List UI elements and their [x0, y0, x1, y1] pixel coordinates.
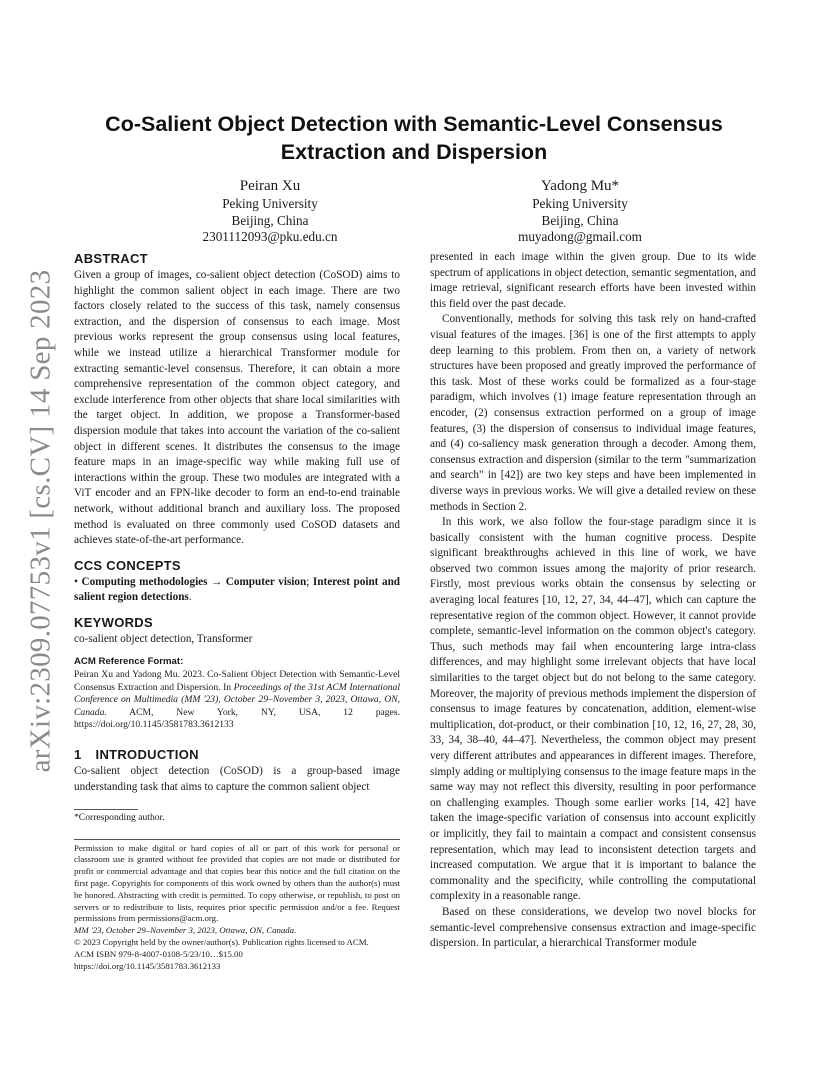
section-title: INTRODUCTION	[95, 746, 199, 762]
introduction-paragraph-1-continued: presented in each image within the given group. Due to its wide spectrum of applications in object detection, semantic segmentation, and image retrieval, significant research efforts have been invested within this field over the past decade.	[430, 251, 756, 310]
introduction-paragraph-4: Based on these considerations, we develop two novel blocks for semantic-level comprehensive consensus extraction and image-specific dispersion. In particular, a hierarchical Transformer module	[430, 905, 756, 950]
ccs-heading: CCS CONCEPTS	[74, 557, 181, 573]
author-block-1	[170, 176, 370, 246]
permission-copyright: © 2023 Copyright held by the owner/author(s). Publication rights licensed to ACM.	[74, 937, 369, 948]
left-column	[74, 250, 400, 972]
arxiv-stamp-text: arXiv:2309.07753v1 [cs.CV] 14 Sep 2023	[24, 269, 57, 773]
ccs-bullet: •	[74, 575, 78, 588]
abstract-text: Given a group of images, co-salient object detection (CoSOD) aims to highlight the common salient object in each image. There are two factors closely related to the success of this task, namely consensus extraction, and the dispersion of consensus to each image. Most previous works represent the group consensus using local features, while we instead utilize a hierarchical Transformer module for extracting semantic-level consensus. Therefore, it can obtain a more comprehensive representation of the common object category, and exclude interference from other objects that share local similarities with the target object. In addition, we propose a Transformer-based dispersion module that takes into account the variation of the co-salient object in different scenes. It distributes the consensus to the image feature maps in an image-specific way while making full use of interactions within the group. These two modules are integrated with a ViT encoder and an FPN-like decoder to form an end-to-end trainable network, without additional branch and auxiliary loss. The proposed method is evaluated on three commonly used CoSOD datasets and achieves state-of-the-art performance.	[74, 269, 400, 547]
author-block-2	[480, 176, 680, 246]
corresponding-author-footnote: *Corresponding author.	[74, 812, 165, 824]
right-column	[430, 250, 756, 952]
ccs-separator: ;	[306, 575, 313, 588]
ccs-item-1: Computing methodologies → Computer vision	[81, 575, 307, 588]
acm-reference-venue: Proceedings of the 31st ACM International Conference on Multimedia (MM '23), October 29–November 3, 2023, Ottawa, ON, Canada.	[74, 681, 400, 718]
introduction-paragraph-3: In this work, we also follow the four-stage paradigm since it is basically consistent with the human cognitive process. Despite significant breakthroughs achieved in this line of work, we have observed two common issues among the majority of prior research. Firstly, most previous works obtain the consensus by selecting or averaging local features [10, 12, 27, 34, 44–47], which can capture the representative region of the common object. However, it cannot provide complete, semantic-level information on the common object's category. Thus, such methods may fail when encountering large intra-class differences, and may highlight some irrelevant objects that have local similarities to the target object but do not belong to the same category. Moreover, the majority of previous methods implement the dispersion of consensus to image features by concatenation, addition, element-wise multiplication, dot-product, or their combination [10, 12, 16, 27, 28, 30, 33, 34, 38–40, 44–47]. Nevertheless, the common object may present very different attributes and appearances in different images. Therefore, simply adding or multiplying consensus to the image feature maps in the same way may not reflect this diversity, resulting in poor performance on challenging examples. Though some earlier works [14, 42] have taken the image-specific variation of consensus into account explicitly or implicitly, they fail to maintain a compact and consistent consensus representation, which may lead to inconsistent detection targets and increased computation. We argue that it is important to balance the commonality and the specificity, while controlling the computational complexity in a reasonable range.	[430, 516, 756, 903]
footnote-rule	[74, 809, 138, 810]
keywords-text: co-salient object detection, Transformer	[74, 632, 253, 645]
author-email[interactable]: 2301112093@pku.edu.cn	[202, 229, 338, 245]
author-name: Yadong Mu*	[540, 178, 620, 194]
introduction-paragraph-2: Conventionally, methods for solving this task rely on hand-crafted visual features of the images. [36] is one of the first attempts to apply deep learning to this problem. From then on, a variety of network structures have been proposed and greatly improved the performance of this task. Most of these works could be formalized as a four-stage paradigm, which involves (1) image feature representation through an encoder, (2) consensus extraction performed on a group of image features, (3) the dispersion of consensus to individual image features, and (4) co-saliency mask generation through a decoder. Among them, consensus extraction and dispersion (similar to the term "summarization and search" in [42]) are two key steps and have been implemented in diverse ways in previous works. We will give a detailed review on these methods in Section 2.	[430, 313, 756, 513]
title-line-2: Extraction and Dispersion	[280, 140, 548, 164]
permission-doi[interactable]: https://doi.org/10.1145/3581783.3612133	[74, 960, 221, 971]
section-number: 1	[74, 746, 82, 762]
permission-venue: MM '23, October 29–November 3, 2023, Ottawa, ON, Canada.	[74, 925, 297, 936]
introduction-heading	[74, 746, 400, 764]
author-location: Beijing, China	[541, 212, 619, 228]
keywords-heading: KEYWORDS	[74, 614, 153, 630]
acm-reference-part-2[interactable]: ACM, New York, NY, USA, 12 pages. https://doi.org/10.1145/3581783.3612133	[74, 706, 400, 731]
acm-reference-heading: ACM Reference Format:	[74, 656, 184, 668]
paper-title	[74, 110, 754, 166]
permission-block	[74, 843, 400, 973]
author-email[interactable]: muyadong@gmail.com	[518, 229, 642, 245]
author-affiliation: Peking University	[532, 196, 628, 211]
acm-reference-part-1: Peiran Xu and Yadong Mu. 2023. Co-Salient Object Detection with Semantic-Level Consensus Extraction and Dispersion. In	[74, 669, 400, 693]
introduction-paragraph-1: Co-salient object detection (CoSOD) is a group-based image understanding task that aims to capture the common salient object	[74, 764, 400, 793]
author-affiliation: Peking University	[222, 196, 318, 211]
permission-rule	[74, 839, 400, 840]
author-location: Beijing, China	[231, 212, 309, 228]
ccs-end: .	[188, 591, 192, 604]
permission-text: Permission to make digital or hard copies of all or part of this work for personal or classroom use is granted without fee provided that copies are not made or distributed for profit or commercial advantage and that copies bear this notice and the full citation on the first page. Copyrights for components of this work owned by others than the author(s) must be honored. Abstracting with credit is permitted. To copy otherwise, or republish, to post on servers or to redistribute to lists, requires prior specific permission and/or a fee. Request permissions from permissions@acm.org.	[74, 842, 400, 924]
acm-reference-text	[74, 669, 400, 732]
ccs-concepts	[74, 575, 400, 606]
abstract-heading: ABSTRACT	[74, 251, 148, 266]
arxiv-identifier-stamp	[24, 269, 57, 773]
permission-isbn: ACM ISBN 979-8-4007-0108-5/23/10…$15.00	[74, 948, 243, 959]
title-line-1: Co-Salient Object Detection with Semantic-Level Consensus	[105, 112, 723, 136]
ccs-item-2: Interest point and salient region detections	[74, 575, 401, 604]
author-name: Peiran Xu	[239, 178, 301, 194]
